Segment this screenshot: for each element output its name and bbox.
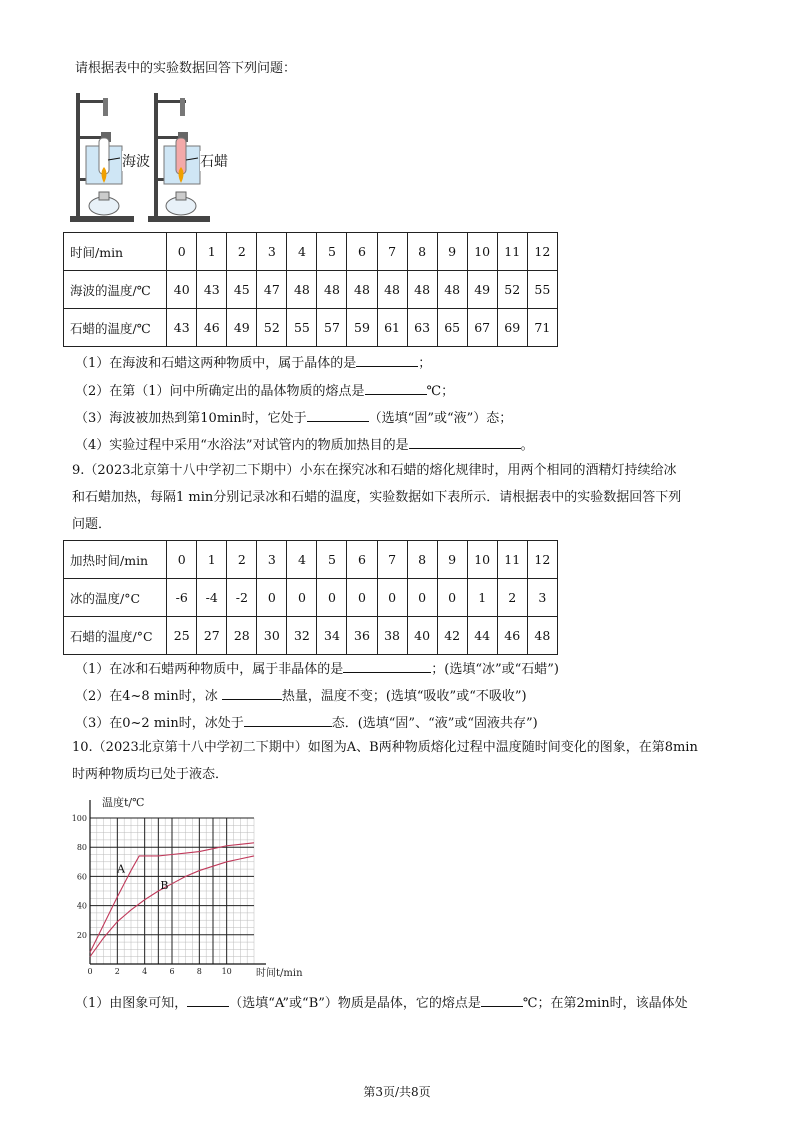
table-cell: 47	[257, 271, 287, 309]
q10-line1: （1）由图象可知， （选填“A”或“B”）物质是晶体，它的熔点是 ℃；在第2min时，该晶体处	[75, 992, 688, 1013]
table-cell: 0	[287, 579, 317, 617]
table-cell: 12	[527, 233, 557, 271]
table-cell: 43	[197, 271, 227, 309]
table-cell: 9	[437, 541, 467, 579]
x-tick-label: 10	[221, 967, 232, 976]
table-cell: 25	[167, 617, 197, 655]
table-cell: 0	[407, 579, 437, 617]
table-cell: -2	[227, 579, 257, 617]
table-ice-shila	[63, 540, 558, 655]
answer-blank[interactable]	[244, 712, 332, 727]
series-label-b: B	[160, 879, 169, 892]
q9-line3: （3）在0~2 min时，冰处于 态．(选填“固”、“液”或“固液共存”)	[75, 712, 538, 733]
table-cell: 49	[227, 309, 257, 347]
y-tick-label: 60	[76, 872, 87, 882]
table-cell: 43	[167, 309, 197, 347]
table-cell: 0	[437, 579, 467, 617]
table-haibo-shila	[63, 232, 558, 347]
table-cell: 7	[377, 233, 407, 271]
table-cell: 46	[197, 309, 227, 347]
answer-blank[interactable]	[187, 992, 229, 1007]
table-row	[64, 233, 558, 271]
answer-blank[interactable]	[481, 992, 523, 1007]
table-cell: 40	[167, 271, 197, 309]
answer-blank[interactable]	[222, 685, 282, 700]
x-tick-label: 2	[114, 967, 120, 976]
table-row	[64, 271, 558, 309]
table-cell: 4	[287, 541, 317, 579]
q10-text-1: 10.（2023北京第十八中学初二下期中）如图为A、B两种物质熔化过程中温度随时间变化的图象，在第8min	[72, 740, 698, 755]
table-cell: 2	[227, 233, 257, 271]
y-tick-label: 20	[76, 930, 87, 940]
table-cell: 44	[467, 617, 497, 655]
table-cell: 0	[167, 541, 197, 579]
table-cell: 3	[527, 579, 557, 617]
table-cell: 0	[317, 579, 347, 617]
answer-blank[interactable]	[409, 434, 521, 449]
table-cell: 63	[407, 309, 437, 347]
table-row	[64, 309, 558, 347]
table-cell: 3	[257, 233, 287, 271]
x-tick-label: 8	[196, 967, 202, 976]
table-cell: 11	[497, 541, 527, 579]
q8-line3: （3）海波被加热到第10min时，它处于 （选填“固”或“液”）态；	[75, 407, 512, 428]
table-cell: 48	[527, 617, 557, 655]
table-cell: 1	[197, 233, 227, 271]
x-axis-label: 时间t/min	[256, 968, 303, 979]
q8-line4: （4）实验过程中采用“水浴法”对试管内的物质加热目的是 。	[75, 434, 534, 455]
table-cell: 52	[257, 309, 287, 347]
table-cell: 27	[197, 617, 227, 655]
table-cell: 59	[347, 309, 377, 347]
y-tick-label: 40	[76, 901, 87, 911]
table-cell: 11	[497, 233, 527, 271]
table-cell: 42	[437, 617, 467, 655]
table-cell: 5	[317, 541, 347, 579]
table-cell: 45	[227, 271, 257, 309]
table-cell: 2	[497, 579, 527, 617]
table-cell: -4	[197, 579, 227, 617]
table-cell: 38	[377, 617, 407, 655]
table-cell: 48	[437, 271, 467, 309]
row-header-cell: 海波的温度/℃	[64, 271, 167, 309]
table-row	[64, 579, 558, 617]
q9-text-2: 和石蜡加热，每隔1 min分别记录冰和石蜡的温度，实验数据如下表所示．请根据表中的实验数据回答下列	[72, 490, 682, 505]
label-shila: 石蜡	[200, 151, 228, 171]
row-header-cell: 时间/min	[64, 233, 167, 271]
x-tick-label: 0	[87, 967, 93, 976]
table-cell: 48	[407, 271, 437, 309]
table-row	[64, 541, 558, 579]
q9-text-1: 9.（2023北京第十八中学初二下期中）小东在探究冰和石蜡的熔化规律时，用两个相同的酒精灯持续给冰	[72, 463, 677, 478]
table-cell: 67	[467, 309, 497, 347]
x-tick-label: 6	[169, 967, 175, 976]
x-tick-label: 4	[142, 967, 148, 976]
table-cell: 71	[527, 309, 557, 347]
table-cell: 40	[407, 617, 437, 655]
table-cell: 8	[407, 233, 437, 271]
row-header-cell: 加热时间/min	[64, 541, 167, 579]
table-cell: 8	[407, 541, 437, 579]
y-axis-label: 温度t/℃	[102, 796, 145, 809]
table-cell: 48	[347, 271, 377, 309]
table-cell: 48	[377, 271, 407, 309]
table-cell: 9	[437, 233, 467, 271]
table-cell: 32	[287, 617, 317, 655]
q10-text-2: 时两种物质均已处于液态．	[72, 767, 229, 782]
row-header-cell: 石蜡的温度/°C	[64, 617, 167, 655]
y-tick-label: 100	[71, 814, 87, 823]
table-cell: 4	[287, 233, 317, 271]
q9-text-3: 问题．	[72, 517, 112, 532]
temperature-time-chart	[68, 792, 328, 982]
row-header-cell: 冰的温度/°C	[64, 579, 167, 617]
table-cell: 1	[467, 579, 497, 617]
table-cell: 5	[317, 233, 347, 271]
table-cell: 55	[287, 309, 317, 347]
table-cell: 55	[527, 271, 557, 309]
page-footer: 第3页/共8页	[363, 1085, 431, 1099]
q9-line2: （2）在4~8 min时，冰 热量，温度不变；(选填“吸收”或“不吸收”)	[75, 685, 527, 706]
answer-blank[interactable]	[307, 407, 369, 422]
q8-line1: （1）在海波和石蜡这两种物质中，属于晶体的是 ；	[75, 352, 431, 373]
table-cell: 57	[317, 309, 347, 347]
label-haibo: 海波	[122, 151, 150, 171]
intro-text: 请根据表中的实验数据回答下列问题：	[75, 61, 297, 76]
table-cell: 0	[257, 579, 287, 617]
answer-blank[interactable]	[343, 658, 431, 673]
table-cell: 69	[497, 309, 527, 347]
table-cell: 10	[467, 233, 497, 271]
table-cell: 0	[167, 233, 197, 271]
q8-line2: （2）在第（1）问中所确定出的晶体物质的熔点是 ℃；	[75, 380, 454, 401]
series-label-a: A	[117, 862, 125, 876]
row-header-cell: 石蜡的温度/℃	[64, 309, 167, 347]
table-cell: 34	[317, 617, 347, 655]
table-cell: -6	[167, 579, 197, 617]
table-cell: 12	[527, 541, 557, 579]
table-cell: 7	[377, 541, 407, 579]
table-cell: 61	[377, 309, 407, 347]
table-row	[64, 617, 558, 655]
table-cell: 6	[347, 541, 377, 579]
table-cell: 6	[347, 233, 377, 271]
answer-blank[interactable]	[356, 352, 418, 367]
table-cell: 49	[467, 271, 497, 309]
table-cell: 65	[437, 309, 467, 347]
table-cell: 28	[227, 617, 257, 655]
y-tick-label: 80	[76, 843, 87, 853]
table-cell: 48	[317, 271, 347, 309]
table-cell: 30	[257, 617, 287, 655]
table-cell: 0	[377, 579, 407, 617]
table-cell: 36	[347, 617, 377, 655]
table-cell: 0	[347, 579, 377, 617]
q9-line1: （1）在冰和石蜡两种物质中，属于非晶体的是 ；(选填“冰”或“石蜡”)	[75, 658, 559, 679]
table-cell: 1	[197, 541, 227, 579]
table-cell: 46	[497, 617, 527, 655]
table-cell: 3	[257, 541, 287, 579]
table-cell: 48	[287, 271, 317, 309]
answer-blank[interactable]	[365, 380, 427, 395]
table-cell: 52	[497, 271, 527, 309]
table-cell: 2	[227, 541, 257, 579]
table-cell: 10	[467, 541, 497, 579]
